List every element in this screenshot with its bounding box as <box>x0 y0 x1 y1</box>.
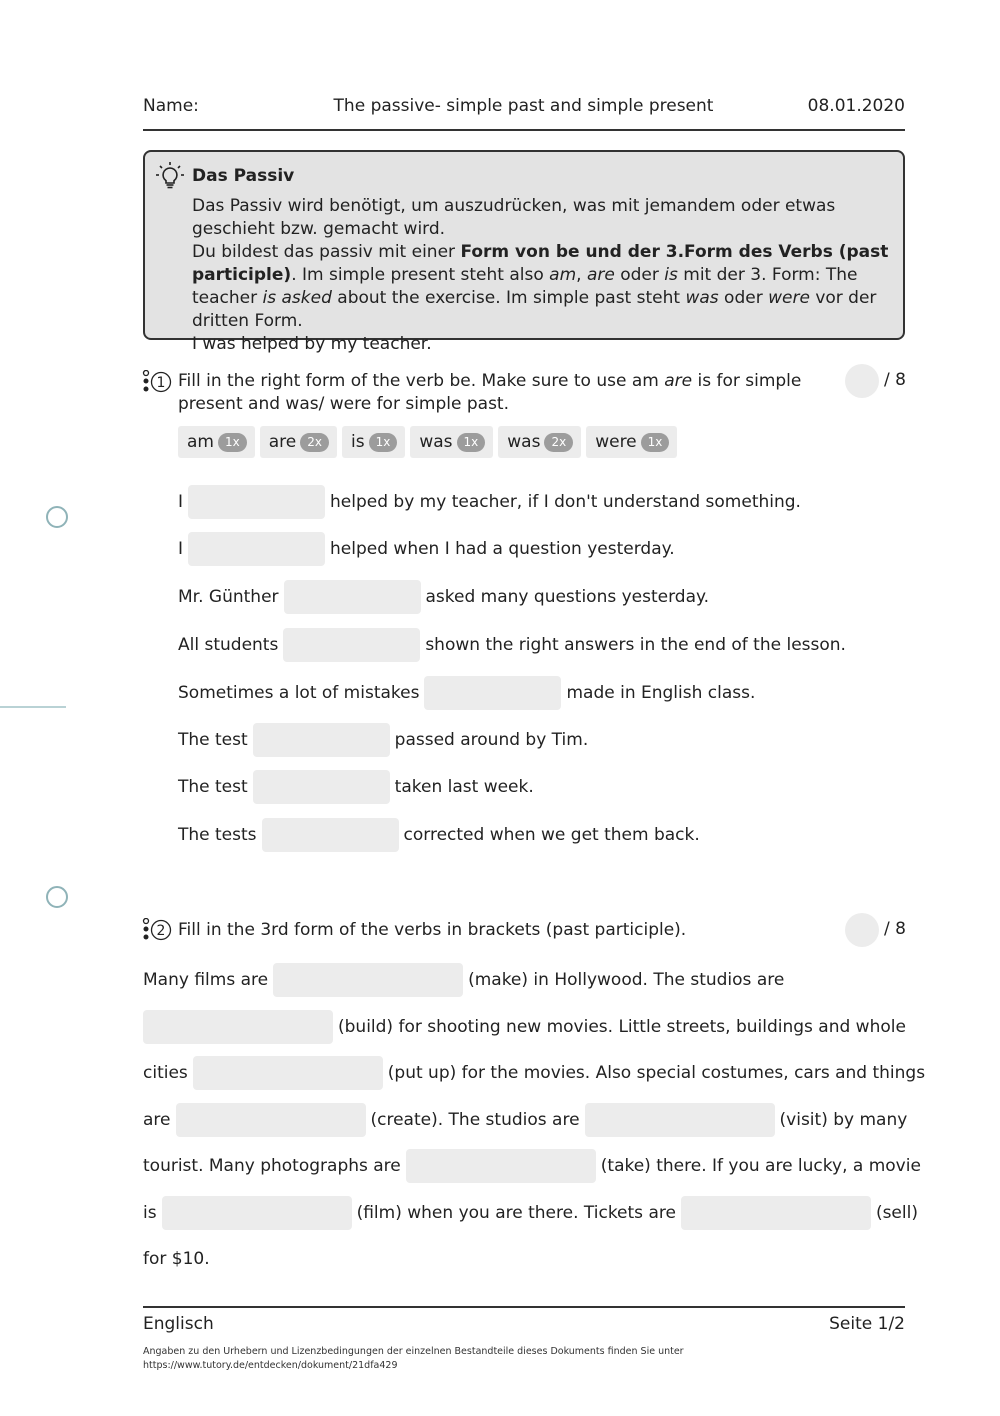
worksheet-date: 08.01.2020 <box>807 96 905 116</box>
answer-blank[interactable] <box>406 1149 596 1183</box>
exercise-sentence: Sometimes a lot of mistakes made in English class. <box>178 675 755 711</box>
word-chip[interactable]: are 2x <box>260 426 337 458</box>
word-chip[interactable]: was 2x <box>498 426 581 458</box>
task-2-number: 2 <box>156 923 166 939</box>
lightbulb-icon <box>155 161 185 196</box>
answer-blank[interactable] <box>424 676 561 710</box>
punch-hole-mark <box>46 886 68 908</box>
footer-divider <box>143 1306 905 1308</box>
exercise-sentence: I helped when I had a question yesterday. <box>178 531 675 567</box>
task-2-score-input[interactable] <box>845 913 879 947</box>
text-line: cities (put up) for the movies. Also special costumes, cars and things <box>143 1055 925 1091</box>
info-line-2: Du bildest das passiv mit einer Form von be und der 3.Form des Verbs (past participle). Im simple present steht also am, are oder is mit der 3. Form: The teacher is asked about the exercise. Im simple past steht was oder were vor der dritten Form. <box>192 242 889 331</box>
answer-blank[interactable] <box>143 1010 333 1044</box>
word-bank <box>178 426 677 458</box>
answer-blank[interactable] <box>273 963 463 997</box>
exercise-sentence: The test passed around by Tim. <box>178 722 588 758</box>
task-1-number: 1 <box>156 375 166 391</box>
task-2-number-icon <box>142 918 176 947</box>
answer-blank[interactable] <box>188 532 325 566</box>
text-line: are (create). The studios are (visit) by many <box>143 1102 907 1138</box>
exercise-sentence: Mr. Günther asked many questions yesterday. <box>178 579 709 615</box>
footer-license-note: Angaben zu den Urhebern und Lizenzbedingungen der einzelnen Bestandteile dieses Dokuments finden Sie unter https://www.tutory.de/entdecken/dokument/21dfa429 <box>143 1345 763 1373</box>
answer-blank[interactable] <box>176 1103 366 1137</box>
answer-blank[interactable] <box>162 1196 352 1230</box>
task-1-score-max: / 8 <box>884 370 906 390</box>
answer-blank[interactable] <box>284 580 421 614</box>
answer-blank[interactable] <box>193 1056 383 1090</box>
info-box-title: Das Passiv <box>192 166 295 186</box>
task-2-score-max: / 8 <box>884 919 906 939</box>
text-line: (build) for shooting new movies. Little streets, buildings and whole <box>143 1009 906 1045</box>
info-line-3: I was helped by my teacher. <box>192 334 432 354</box>
exercise-sentence: The tests corrected when we get them back. <box>178 817 700 853</box>
info-box-body <box>192 195 897 356</box>
word-chip[interactable]: is 1x <box>342 426 405 458</box>
answer-blank[interactable] <box>681 1196 871 1230</box>
word-chip[interactable]: am 1x <box>178 426 255 458</box>
word-chip[interactable]: was 1x <box>410 426 493 458</box>
text-line: for $10. <box>143 1249 210 1269</box>
answer-blank[interactable] <box>253 770 390 804</box>
exercise-sentence: The test taken last week. <box>178 769 534 805</box>
name-label: Name: <box>143 96 199 116</box>
task-2-instruction: Fill in the 3rd form of the verbs in brackets (past participle). <box>178 920 687 940</box>
exercise-sentence: I helped by my teacher, if I don't understand something. <box>178 484 801 520</box>
text-line: Many films are (make) in Hollywood. The studios are <box>143 962 784 998</box>
answer-blank[interactable] <box>585 1103 775 1137</box>
word-chip[interactable]: were 1x <box>586 426 677 458</box>
answer-blank[interactable] <box>262 818 399 852</box>
task-1-number-icon <box>142 370 176 399</box>
footer-page-number: Seite 1/2 <box>829 1314 905 1334</box>
fold-mark <box>0 706 66 708</box>
task-1-instruction: Fill in the right form of the verb be. Make sure to use am are is for simple present and was/ were for simple past. <box>178 371 802 414</box>
answer-blank[interactable] <box>188 485 325 519</box>
exercise-sentence: All students shown the right answers in the end of the lesson. <box>178 627 846 663</box>
info-line-1: Das Passiv wird benötigt, um auszudrücken, was mit jemandem oder etwas geschieht bzw. gemacht wird. <box>192 196 836 239</box>
footer-license-link[interactable]: https://www.tutory.de/entdecken/dokument/21dfa429 <box>143 1360 398 1371</box>
answer-blank[interactable] <box>253 723 390 757</box>
text-line: is (film) when you are there. Tickets are (sell) <box>143 1195 918 1231</box>
info-box <box>143 150 905 354</box>
header-divider <box>143 129 905 131</box>
text-line: tourist. Many photographs are (take) there. If you are lucky, a movie <box>143 1148 921 1184</box>
footer-subject: Englisch <box>143 1314 214 1334</box>
answer-blank[interactable] <box>283 628 420 662</box>
task-1-score-input[interactable] <box>845 364 879 398</box>
punch-hole-mark <box>46 506 68 528</box>
worksheet-title: The passive- simple past and simple present <box>333 96 714 116</box>
